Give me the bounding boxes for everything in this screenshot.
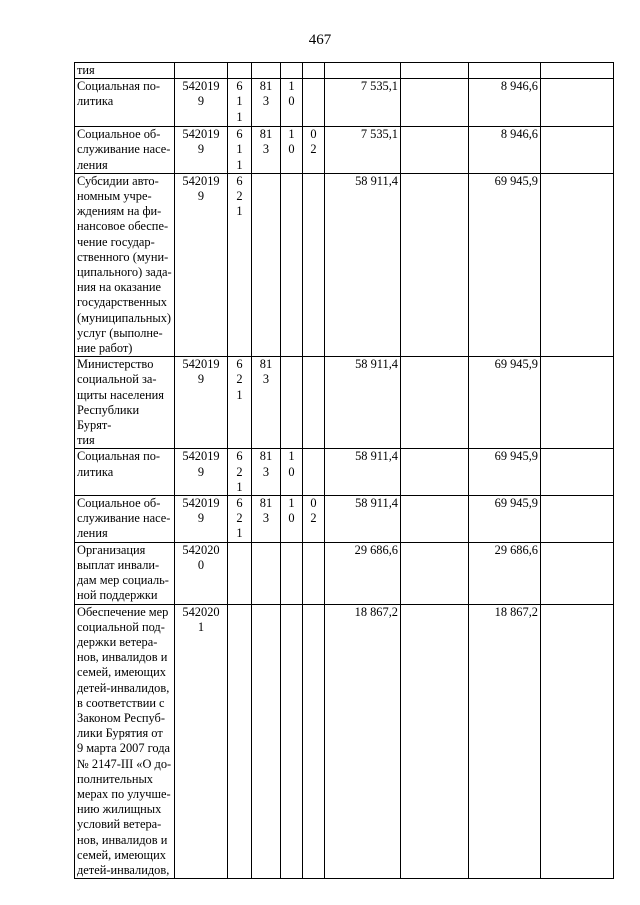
cell-type-code: 6 1 1 — [228, 79, 252, 127]
cell-value-4 — [541, 357, 614, 449]
cell-value-1: 7 535,1 — [325, 127, 401, 174]
cell-value-3: 69 945,9 — [469, 449, 541, 496]
cell-name: Социальная по- литика — [75, 449, 175, 496]
cell-value-1: 58 911,4 — [325, 173, 401, 356]
cell-section-code — [281, 173, 303, 356]
cell-value-2 — [401, 63, 469, 79]
cell-type-code: 6 1 1 — [228, 127, 252, 174]
cell-ministry-code: 81 3 — [252, 496, 281, 543]
table-row — [75, 63, 614, 79]
cell-value-1: 29 686,6 — [325, 542, 401, 604]
cell-subsection-code — [303, 357, 325, 449]
cell-value-1: 58 911,4 — [325, 357, 401, 449]
cell-name: тия — [75, 63, 175, 79]
cell-ministry-code: 81 3 — [252, 357, 281, 449]
cell-section-code — [281, 604, 303, 879]
cell-section-code: 1 0 — [281, 496, 303, 543]
cell-subsection-code: 0 2 — [303, 496, 325, 543]
cell-target-code — [175, 63, 228, 79]
cell-value-3: 29 686,6 — [469, 542, 541, 604]
cell-value-4 — [541, 127, 614, 174]
cell-section-code: 1 0 — [281, 449, 303, 496]
cell-target-code: 542019 9 — [175, 357, 228, 449]
cell-value-4 — [541, 79, 614, 127]
cell-subsection-code — [303, 449, 325, 496]
cell-value-4 — [541, 496, 614, 543]
table-row — [75, 357, 614, 449]
cell-type-code — [228, 542, 252, 604]
cell-name: Министерство социальной за- щиты населения Республики Бурят- тия — [75, 357, 175, 449]
cell-name: Социальная по- литика — [75, 79, 175, 127]
cell-type-code: 6 2 1 — [228, 173, 252, 356]
cell-section-code — [281, 357, 303, 449]
cell-value-2 — [401, 79, 469, 127]
cell-subsection-code — [303, 604, 325, 879]
cell-target-code: 542019 9 — [175, 496, 228, 543]
cell-value-2 — [401, 357, 469, 449]
cell-section-code — [281, 542, 303, 604]
cell-target-code: 542019 9 — [175, 79, 228, 127]
cell-type-code — [228, 63, 252, 79]
cell-value-4 — [541, 449, 614, 496]
table-row — [75, 604, 614, 879]
cell-value-3: 69 945,9 — [469, 496, 541, 543]
cell-value-1: 58 911,4 — [325, 449, 401, 496]
cell-ministry-code: 81 3 — [252, 127, 281, 174]
cell-subsection-code — [303, 542, 325, 604]
table-row — [75, 127, 614, 174]
cell-value-4 — [541, 604, 614, 879]
cell-value-3: 18 867,2 — [469, 604, 541, 879]
cell-section-code — [281, 63, 303, 79]
table-row — [75, 449, 614, 496]
cell-value-4 — [541, 63, 614, 79]
table-row — [75, 79, 614, 127]
table-body — [75, 63, 614, 879]
cell-value-2 — [401, 127, 469, 174]
cell-subsection-code — [303, 79, 325, 127]
table-row — [75, 496, 614, 543]
cell-value-3 — [469, 63, 541, 79]
cell-value-3: 8 946,6 — [469, 79, 541, 127]
cell-section-code: 1 0 — [281, 79, 303, 127]
cell-value-4 — [541, 173, 614, 356]
cell-target-code: 542019 9 — [175, 449, 228, 496]
cell-value-2 — [401, 173, 469, 356]
cell-subsection-code: 0 2 — [303, 127, 325, 174]
cell-ministry-code: 81 3 — [252, 79, 281, 127]
cell-target-code: 542019 9 — [175, 127, 228, 174]
cell-name: Обеспечение мер социальной под- держки ветера- нов, инвалидов и семей, имеющих детей-инвалидов, в соответствии с Законом Респуб- лики Бурятия от 9 марта 2007 года № 2147-III «О до- полнительных мерах по улучше- нию жилищных условий ветера- нов, инвалидов и семей, имеющих детей-инвалидов, — [75, 604, 175, 879]
cell-value-3: 69 945,9 — [469, 173, 541, 356]
cell-name: Социальное об- служивание насе- ления — [75, 127, 175, 174]
cell-name: Социальное об- служивание насе- ления — [75, 496, 175, 543]
cell-type-code — [228, 604, 252, 879]
cell-name: Организация выплат инвали- дам мер социаль- ной поддержки — [75, 542, 175, 604]
table-row — [75, 542, 614, 604]
cell-value-2 — [401, 604, 469, 879]
budget-table — [74, 62, 614, 879]
cell-section-code: 1 0 — [281, 127, 303, 174]
cell-ministry-code — [252, 542, 281, 604]
cell-value-1: 58 911,4 — [325, 496, 401, 543]
cell-name: Субсидии авто- номным учре- ждениям на фи- нансовое обеспе- чение государ- ственного (муни- ципального) зада- ния на оказание государственных (муниципальных) услуг (выполне- ние работ) — [75, 173, 175, 356]
cell-subsection-code — [303, 63, 325, 79]
cell-value-1: 7 535,1 — [325, 79, 401, 127]
cell-ministry-code: 81 3 — [252, 449, 281, 496]
cell-type-code: 6 2 1 — [228, 449, 252, 496]
cell-ministry-code — [252, 604, 281, 879]
page-number: 467 — [308, 32, 332, 48]
cell-ministry-code — [252, 173, 281, 356]
cell-value-2 — [401, 542, 469, 604]
cell-value-4 — [541, 542, 614, 604]
cell-target-code: 542020 0 — [175, 542, 228, 604]
cell-subsection-code — [303, 173, 325, 356]
cell-type-code: 6 2 1 — [228, 357, 252, 449]
cell-target-code: 542019 9 — [175, 173, 228, 356]
cell-target-code: 542020 1 — [175, 604, 228, 879]
cell-value-3: 69 945,9 — [469, 357, 541, 449]
cell-type-code: 6 2 1 — [228, 496, 252, 543]
cell-value-1: 18 867,2 — [325, 604, 401, 879]
cell-value-3: 8 946,6 — [469, 127, 541, 174]
cell-value-2 — [401, 496, 469, 543]
cell-value-1 — [325, 63, 401, 79]
table-row — [75, 173, 614, 356]
cell-ministry-code — [252, 63, 281, 79]
cell-value-2 — [401, 449, 469, 496]
